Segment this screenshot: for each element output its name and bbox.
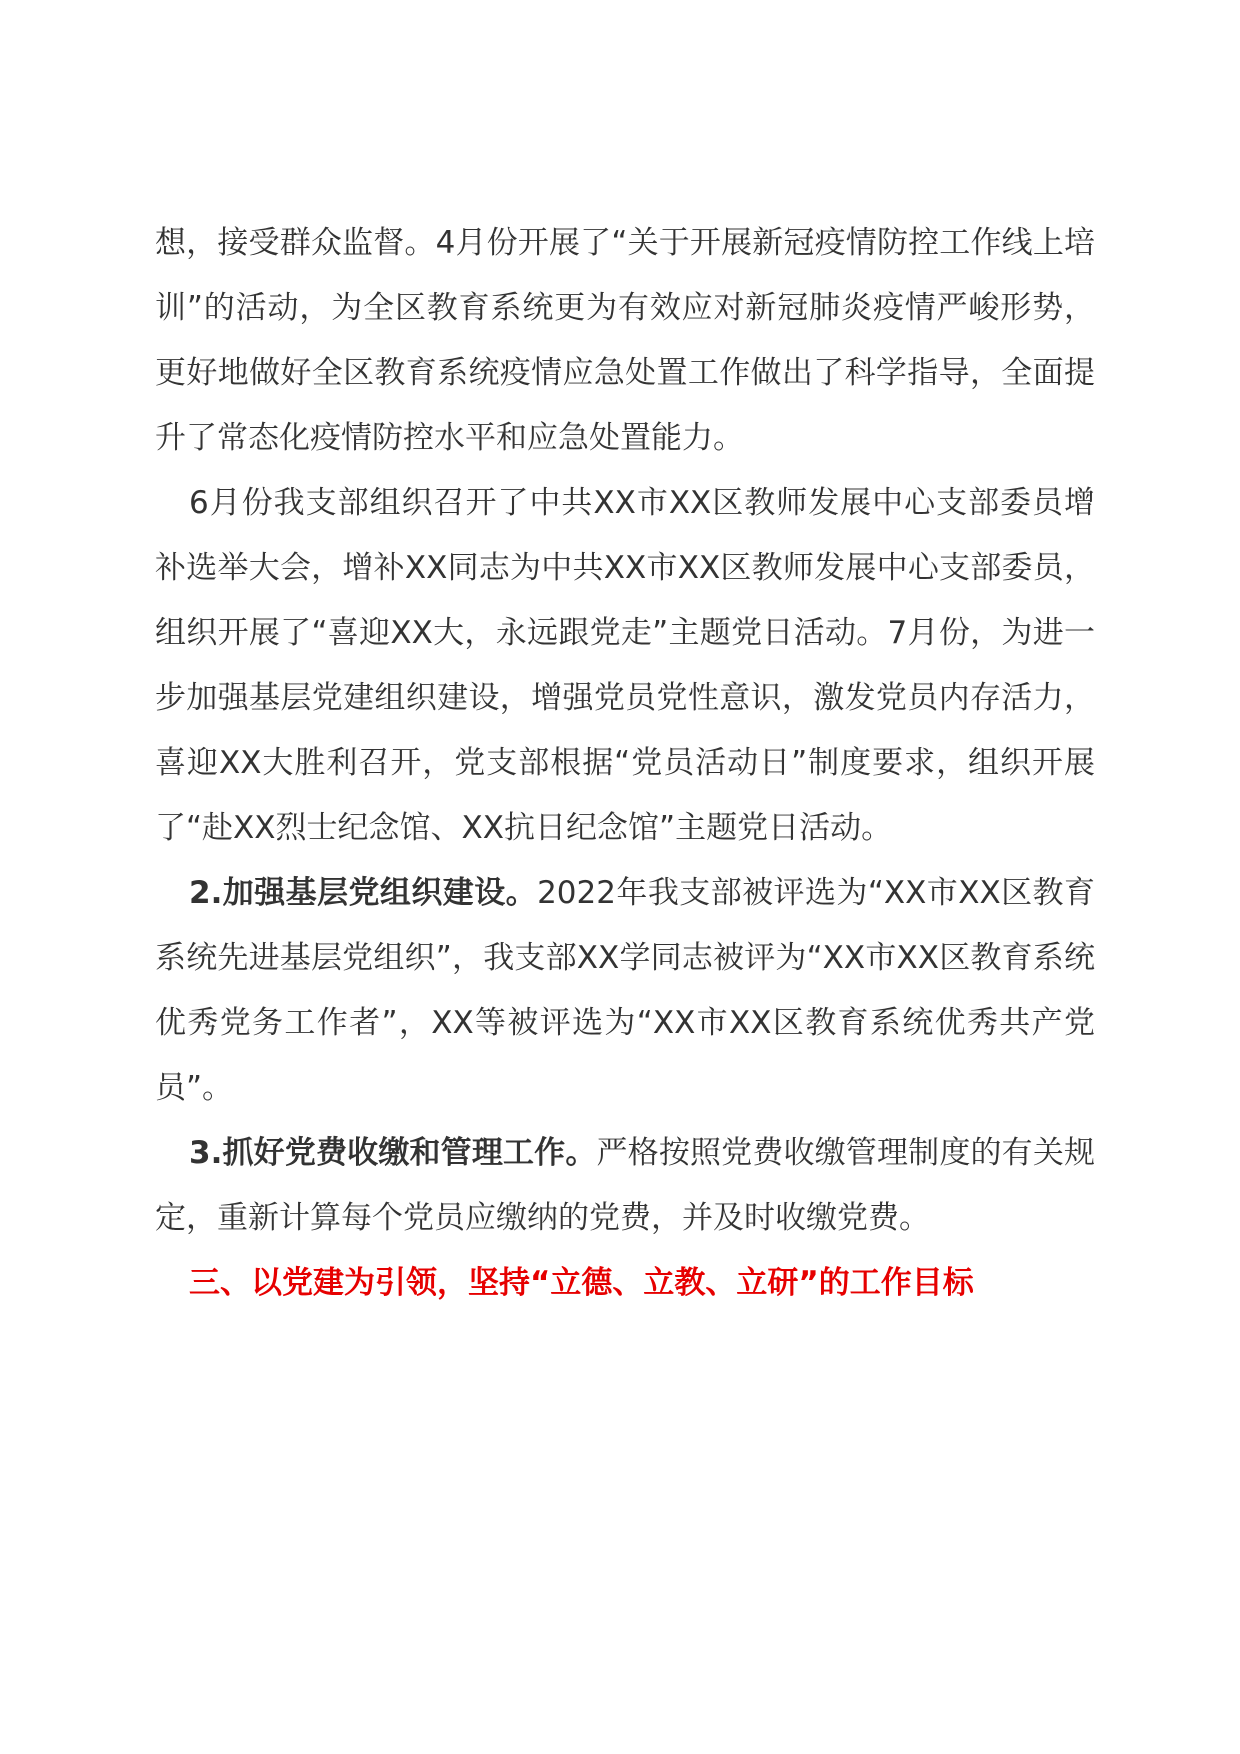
paragraph-text: 想，接受群众监督。4月份开展了“关于开展新冠疫情防控工作线上培训”的活动，为全区教育系统更为有效应对新冠肺炎疫情严峻形势，更好地做好全区教育系统疫情应急处置工作做出了科学指导，全面提升了常态化疫情防控水平和应急处置能力。 <box>155 225 1095 456</box>
paragraph-text: 严格按照党费收缴管理制度的有关规定，重新计算每个党员应缴纳的党费，并及时收缴党费。 <box>155 1135 1095 1236</box>
paragraph-grassroots-organization <box>155 861 1095 1121</box>
document-body <box>155 211 1095 1316</box>
paragraph-lead: 3.抓好党费收缴和管理工作。 <box>189 1135 597 1171</box>
paragraph-text: 6月份我支部组织召开了中共XX市XX区教师发展中心支部委员增补选举大会，增补XX同志为中共XX市XX区教师发展中心支部委员，组织开展了“喜迎XX大，永远跟党走”主题党日活动。7月份，为进一步加强基层党建组织建设，增强党员党性意识，激发党员内存活力，喜迎XX大胜利召开，党支部根据“党员活动日”制度要求，组织开展了“赴XX烈士纪念馆、XX抗日纪念馆”主题党日活动。 <box>155 485 1095 846</box>
paragraph-text: 2022年我支部被评选为“XX市XX区教育系统先进基层党组织”，我支部XX学同志被评为“XX市XX区教育系统优秀党务工作者”，XX等被评选为“XX市XX区教育系统优秀共产党员”。 <box>155 875 1095 1106</box>
paragraph-party-dues <box>155 1121 1095 1251</box>
paragraph-branch-election <box>155 471 1095 861</box>
section-heading: 三、以党建为引领，坚持“立德、立教、立研”的工作目标 <box>189 1265 974 1301</box>
paragraph-epidemic-training <box>155 211 1095 471</box>
paragraph-lead: 2.加强基层党组织建设。 <box>189 875 538 911</box>
